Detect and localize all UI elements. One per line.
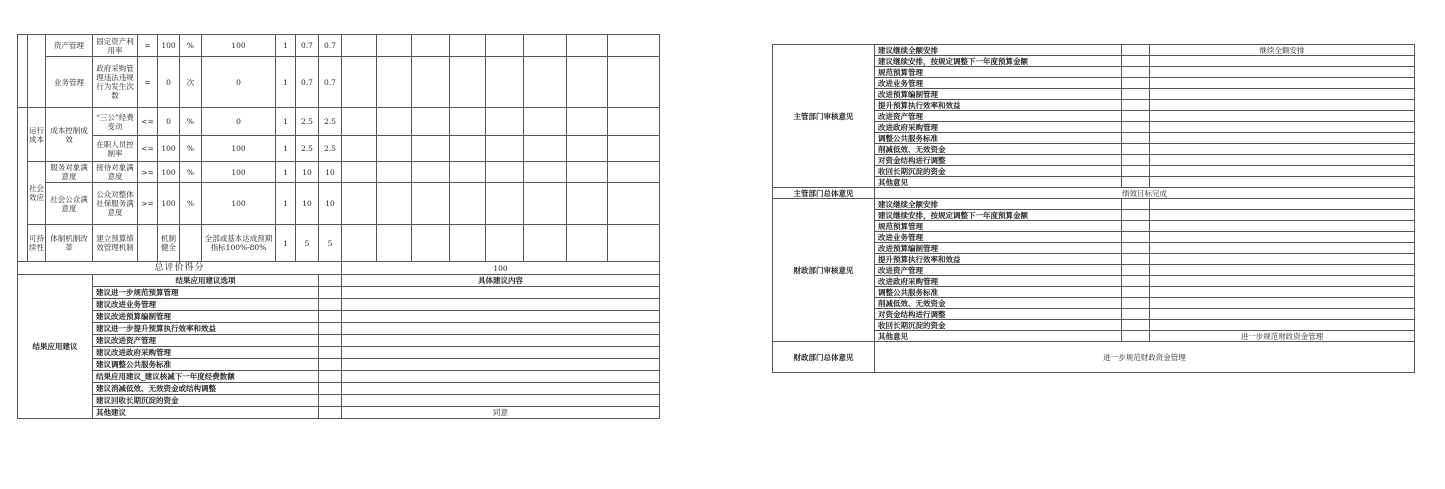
dept-review-label: 主管部门审核意见 bbox=[773, 45, 875, 188]
finance-review-item: 规范预算管理 bbox=[875, 221, 1122, 232]
indicator-l3: 建立预算绩效管理机制 bbox=[93, 225, 138, 262]
indicator-unit: % bbox=[180, 35, 202, 57]
indicator-l1: 社会效应 bbox=[28, 162, 46, 225]
dept-review-item: 削减低效、无效资金 bbox=[875, 144, 1122, 155]
dept-review-item: 对资金结构进行调整 bbox=[875, 155, 1122, 166]
indicator-target: 100 bbox=[158, 183, 180, 225]
indicator-v1: 0.7 bbox=[296, 35, 319, 57]
result-application-label: 结果应用建议 bbox=[18, 275, 93, 419]
total-score-value: 100 bbox=[342, 262, 660, 275]
finance-review-item: 建议继续全额安排 bbox=[875, 199, 1122, 210]
dept-review-item: 其他意见 bbox=[875, 177, 1122, 188]
option-item: 建议改进政府采购管理 bbox=[93, 347, 319, 359]
dept-review-item: 提升预算执行效率和效益 bbox=[875, 100, 1122, 111]
indicator-unit: % bbox=[180, 136, 202, 162]
option-item: 建议改进预算编制管理 bbox=[93, 311, 319, 323]
indicator-v2: 5 bbox=[319, 225, 342, 262]
finance-review-content: 进一步规范财政资金管理 bbox=[1150, 331, 1415, 342]
indicator-actual: 全部或基本达成预期指标100%-80% bbox=[202, 225, 276, 262]
indicator-target: 100 bbox=[158, 35, 180, 57]
option-item: 建议改进业务管理 bbox=[93, 299, 319, 311]
blank-cell bbox=[319, 275, 342, 287]
indicator-target: 100 bbox=[158, 162, 180, 183]
indicator-l3: 公众对整体社保服务满意度 bbox=[93, 183, 138, 225]
indicator-v1: 5 bbox=[296, 225, 319, 262]
dept-review-item: 建议继续安排，按规定调整下一年度预算金额 bbox=[875, 56, 1122, 67]
indicator-op: = bbox=[138, 57, 158, 108]
indicator-l3: 接待对象满意度 bbox=[93, 162, 138, 183]
finance-review-item: 收回长期沉淀的资金 bbox=[875, 320, 1122, 331]
blank-cell bbox=[18, 35, 28, 108]
finance-overall-label: 财政部门总体意见 bbox=[773, 342, 875, 373]
finance-review-label: 财政部门审核意见 bbox=[773, 199, 875, 342]
indicator-actual: 0 bbox=[202, 108, 276, 136]
indicator-l3: 政府采购管理违法违规行为发生次数 bbox=[93, 57, 138, 108]
content-header: 具体建议内容 bbox=[342, 275, 660, 287]
finance-review-item: 提升预算执行效率和效益 bbox=[875, 254, 1122, 265]
indicator-v2: 2.5 bbox=[319, 136, 342, 162]
indicator-target: 机制健全 bbox=[158, 225, 180, 262]
indicator-v1: 10 bbox=[296, 183, 319, 225]
indicator-unit: 次 bbox=[180, 57, 202, 108]
indicator-l3: 固定资产利用率 bbox=[93, 35, 138, 57]
dept-review-item: 调整公共服务标准 bbox=[875, 133, 1122, 144]
indicator-unit: % bbox=[180, 183, 202, 225]
finance-review-item: 其他意见 bbox=[875, 331, 1122, 342]
finance-overall-value: 进一步规范财政资金管理 bbox=[875, 342, 1415, 373]
dept-overall-label: 主管部门总体意见 bbox=[773, 188, 875, 199]
indicator-v1: 0.7 bbox=[296, 57, 319, 108]
indicator-l2: 体制机制改革 bbox=[46, 225, 93, 262]
indicator-v1: 2.5 bbox=[296, 136, 319, 162]
indicator-op bbox=[138, 225, 158, 262]
indicator-v2: 0.7 bbox=[319, 57, 342, 108]
option-item: 建议改进资产管理 bbox=[93, 335, 319, 347]
indicator-actual: 0 bbox=[202, 57, 276, 108]
indicator-weight: 1 bbox=[276, 225, 296, 262]
indicator-target: 0 bbox=[158, 108, 180, 136]
indicator-l1 bbox=[28, 35, 46, 108]
indicator-op: = bbox=[138, 35, 158, 57]
indicator-actual: 100 bbox=[202, 136, 276, 162]
indicator-actual: 100 bbox=[202, 183, 276, 225]
indicator-l2: 服务对象满意度 bbox=[46, 162, 93, 183]
indicator-actual: 100 bbox=[202, 35, 276, 57]
indicator-l2: 资产管理 bbox=[46, 35, 93, 57]
indicator-unit: % bbox=[180, 108, 202, 136]
other-suggestion-content: 同意 bbox=[342, 407, 660, 419]
indicator-l1: 运行成本 bbox=[28, 108, 46, 162]
indicator-op: >= bbox=[138, 183, 158, 225]
indicator-l3: “三公”经费变动 bbox=[93, 108, 138, 136]
indicator-target: 0 bbox=[158, 57, 180, 108]
indicator-op: <= bbox=[138, 108, 158, 136]
option-item: 建议调整公共服务标准 bbox=[93, 359, 319, 371]
indicator-weight: 1 bbox=[276, 108, 296, 136]
blank-cell bbox=[18, 108, 28, 262]
indicator-v1: 2.5 bbox=[296, 108, 319, 136]
indicator-weight: 1 bbox=[276, 136, 296, 162]
indicator-v2: 10 bbox=[319, 183, 342, 225]
finance-review-item: 调整公共服务标准 bbox=[875, 287, 1122, 298]
finance-review-item: 改进政府采购管理 bbox=[875, 276, 1122, 287]
finance-review-item: 削减低效、无效资金 bbox=[875, 298, 1122, 309]
dept-overall-value: 绩效目标完成 bbox=[875, 188, 1415, 199]
options-header: 结果应用建议选项 bbox=[93, 275, 319, 287]
option-item: 建议进一步提升预算执行效率和效益 bbox=[93, 323, 319, 335]
indicator-target: 100 bbox=[158, 136, 180, 162]
indicator-unit: % bbox=[180, 162, 202, 183]
dept-review-content: 继续全额安排 bbox=[1150, 45, 1415, 56]
indicator-l2: 成本控制成效 bbox=[46, 108, 93, 162]
indicator-v2: 10 bbox=[319, 162, 342, 183]
indicator-weight: 1 bbox=[276, 35, 296, 57]
option-item: 建议回收长期沉淀的资金 bbox=[93, 395, 319, 407]
indicator-actual: 100 bbox=[202, 162, 276, 183]
indicator-v2: 0.7 bbox=[319, 35, 342, 57]
dept-review-item: 改进预算编制管理 bbox=[875, 89, 1122, 100]
option-item: 其他建议 bbox=[93, 407, 319, 419]
finance-review-item: 改进资产管理 bbox=[875, 265, 1122, 276]
finance-review-item: 建议继续安排，按规定调整下一年度预算金额 bbox=[875, 210, 1122, 221]
finance-review-item: 改进预算编制管理 bbox=[875, 243, 1122, 254]
dept-review-item: 收回长期沉淀的资金 bbox=[875, 166, 1122, 177]
review-opinion-table bbox=[772, 44, 1415, 373]
finance-review-item: 对资金结构进行调整 bbox=[875, 309, 1122, 320]
dept-review-item: 改进业务管理 bbox=[875, 78, 1122, 89]
indicator-l3: 在职人员控制率 bbox=[93, 136, 138, 162]
total-score-label: 总评价得分 bbox=[18, 262, 342, 275]
indicator-weight: 1 bbox=[276, 162, 296, 183]
indicator-weight: 1 bbox=[276, 183, 296, 225]
indicator-l2: 业务管理 bbox=[46, 57, 93, 108]
option-item: 结果应用建议_建议核减下一年度经费数额 bbox=[93, 371, 319, 383]
indicator-v2: 2.5 bbox=[319, 108, 342, 136]
indicator-weight: 1 bbox=[276, 57, 296, 108]
indicator-l2: 社会公众满意度 bbox=[46, 183, 93, 225]
finance-review-item: 改进业务管理 bbox=[875, 232, 1122, 243]
indicator-op: <= bbox=[138, 136, 158, 162]
performance-indicator-table bbox=[17, 34, 660, 419]
indicator-op: >= bbox=[138, 162, 158, 183]
indicator-v1: 10 bbox=[296, 162, 319, 183]
dept-review-item: 建议继续全额安排 bbox=[875, 45, 1122, 56]
option-item: 建议消减低效、无效资金或结构调整 bbox=[93, 383, 319, 395]
option-item: 建议进一步规范预算管理 bbox=[93, 287, 319, 299]
indicator-l1: 可持续性 bbox=[28, 225, 46, 262]
dept-review-item: 改进政府采购管理 bbox=[875, 122, 1122, 133]
dept-review-item: 规范预算管理 bbox=[875, 67, 1122, 78]
dept-review-item: 改进资产管理 bbox=[875, 111, 1122, 122]
indicator-unit bbox=[180, 225, 202, 262]
